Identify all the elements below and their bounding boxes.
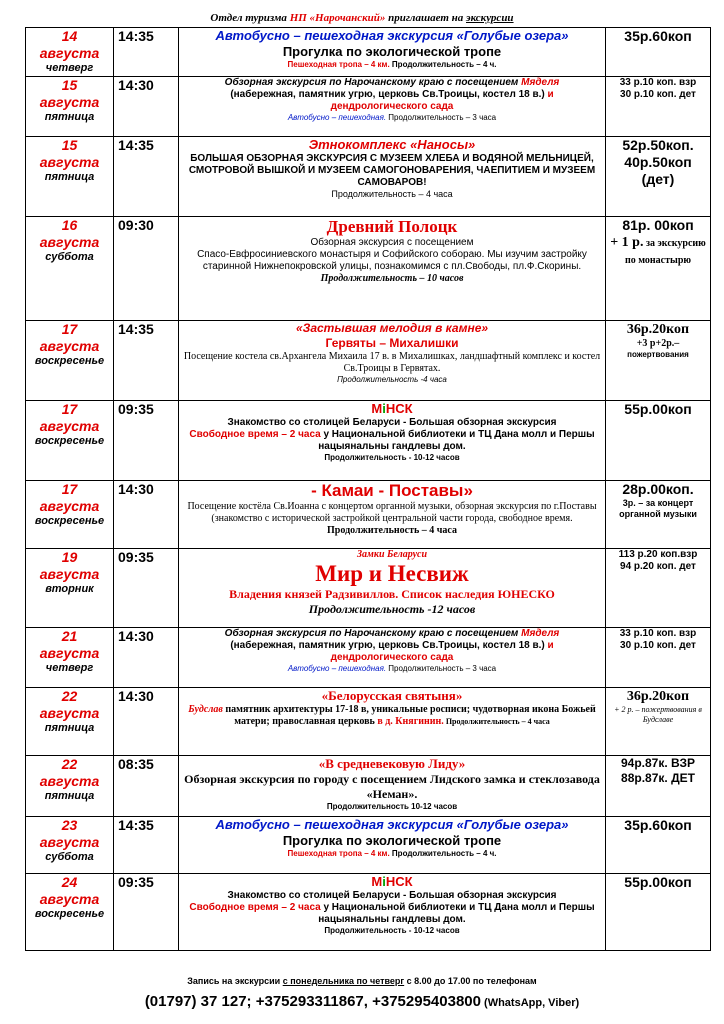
- date-cell: [26, 28, 114, 77]
- excursion-category: Замки Беларуси: [356, 549, 428, 560]
- excursion-subtitle: Прогулка по экологической тропе: [282, 833, 502, 848]
- description-cell: [179, 628, 606, 688]
- date-cell: [26, 549, 114, 628]
- excursion-text: у Национальной библиотеки и ТЦ Дана молл и Першы нацыянальны гандлевы дом.: [318, 902, 595, 925]
- weekday: пятница: [44, 171, 95, 183]
- price-adult: 28р.00коп.: [622, 481, 694, 497]
- excursion-text: БОЛЬШАЯ ОБЗОРНАЯ ЭКСКУРСИЯ С МУЗЕЕМ ХЛЕБА И ВОДЯНОЙ МЕЛЬНИЦЕЙ, СМОТРОВОЙ ВЫШКОЙ И МУЗЕЕМ САМОГОНОВАРЕНИЯ, ЧАЕПИТИЕМ И МУЗЕЕМ САМОВАРОВ!: [188, 153, 596, 188]
- time-cell: 09:35: [114, 401, 179, 481]
- excursion-title: Автобусно – пешеходная экскурсия «Голубые озера»: [215, 817, 569, 832]
- price-cell: [606, 756, 711, 817]
- excursion-title: Древний Полоцк: [326, 217, 458, 236]
- price-child: 88р.87к. ДЕТ: [621, 771, 695, 785]
- duration-note: Продолжительность – 3 часа: [386, 664, 497, 673]
- price-extra: +3 р+2р.–: [636, 338, 680, 349]
- excursion-title: [181, 874, 603, 890]
- duration-note: Продолжительность -12 часов: [308, 602, 476, 616]
- place-name: и дендрологического сада: [330, 89, 554, 112]
- price-adult: 33 р.10 коп. взр: [619, 77, 697, 88]
- price-adult: 52р.50коп.: [622, 137, 694, 153]
- date-cell: [26, 137, 114, 217]
- month: августа: [39, 705, 100, 721]
- title-part: і: [382, 874, 386, 889]
- booking-hours: с 8.00 до 17.00 по телефонам: [404, 976, 537, 986]
- header-tours: экскурсии: [466, 12, 514, 24]
- description-cell: [179, 28, 606, 77]
- weekday: четверг: [45, 62, 94, 74]
- excursion-row: [26, 321, 711, 401]
- price-cell: [606, 217, 711, 321]
- title-part: М: [371, 874, 383, 889]
- price-child-label: (дет): [641, 171, 675, 187]
- date-cell: [26, 756, 114, 817]
- time-cell: 09:35: [114, 874, 179, 951]
- price-child: 40р.50коп: [624, 154, 692, 170]
- price-cell: [606, 549, 711, 628]
- day: 17: [61, 401, 78, 417]
- price-cell: [606, 321, 711, 401]
- excursion-row: [26, 756, 711, 817]
- place-name: и дендрологического сада: [330, 640, 554, 663]
- price-child: 94 р.20 коп. дет: [620, 561, 696, 572]
- excursion-row: [26, 817, 711, 874]
- price-extra: + 1 р.: [610, 235, 644, 250]
- excursion-text: Знакомство со столицей Беларуси - Большая обзорная экскурсия: [227, 890, 557, 901]
- time-cell: 09:35: [114, 549, 179, 628]
- weekday: воскресенье: [34, 908, 105, 920]
- price-cell: [606, 481, 711, 549]
- description-cell: [179, 817, 606, 874]
- title-part: НСК: [385, 401, 413, 416]
- weekday: пятница: [44, 790, 95, 802]
- excursion-row: [26, 401, 711, 481]
- weekday: воскресенье: [34, 515, 105, 527]
- excursion-title: [181, 401, 603, 417]
- booking-note: [0, 976, 724, 986]
- phone-numbers: [0, 993, 724, 1010]
- day: 23: [61, 817, 78, 833]
- duration-note: Продолжительность – 10 часов: [320, 273, 464, 284]
- time-cell: 14:35: [114, 817, 179, 874]
- time-cell: 14:35: [114, 28, 179, 77]
- weekday: воскресенье: [34, 435, 105, 447]
- month: августа: [39, 418, 100, 434]
- free-time: Свободное время – 2 часа: [189, 902, 321, 913]
- date-cell: [26, 874, 114, 951]
- duration-note: Продолжительность – 4 ч.: [389, 849, 497, 858]
- price-cell: [606, 137, 711, 217]
- month: августа: [39, 338, 100, 354]
- month: августа: [39, 645, 100, 661]
- day: 24: [61, 874, 78, 890]
- price-extra-label: за экскурсию по монастырю: [624, 238, 706, 266]
- price-cell: [606, 77, 711, 137]
- month: августа: [39, 498, 100, 514]
- month: августа: [39, 773, 100, 789]
- excursion-text: Обзорная экскурсия по Нарочанскому краю с посещением: [224, 77, 522, 88]
- weekday: воскресенье: [34, 355, 105, 367]
- excursion-text: Обзорная экскурсия с посещением: [310, 237, 474, 248]
- type-note: Автобусно – пешеходная.: [287, 113, 387, 122]
- price-extra: + 2 р. – пожертвования в Будславе: [614, 705, 702, 724]
- date-cell: [26, 401, 114, 481]
- excursion-title: «Белорусская святыня»: [321, 688, 463, 703]
- excursion-text: Посещение костёла Св.Иоанна с концертом органной музыки, обзорная экскурсия по г.Поставы (знакомство с исторической застройкой центральной части города, свободное время.: [187, 501, 597, 524]
- price-cell: 55р.00коп: [606, 874, 711, 951]
- price-adult: 36р.20коп: [626, 322, 690, 337]
- date-cell: [26, 688, 114, 756]
- time-cell: 14:30: [114, 77, 179, 137]
- time-cell: 14:30: [114, 688, 179, 756]
- weekday: пятница: [44, 722, 95, 734]
- day: 16: [61, 217, 78, 233]
- duration-note: Продолжительность - 10-12 часов: [324, 453, 460, 462]
- place-name: Мяделя: [521, 77, 560, 88]
- excursion-text: Спасо-Евфросиниевского монастыря и Софийского собораю. Мы изучим застройку старинной Нижнепокровской улицы, познакомимся с пл.Свободы, пл.Ф.Скорины.: [197, 249, 587, 272]
- duration-note: Продолжительность – 4 часа: [327, 525, 457, 536]
- duration-note: Продолжительность – 3 часа: [386, 113, 497, 122]
- excursion-row: [26, 481, 711, 549]
- phones: (01797) 37 127; +375293311867, +375295403800: [144, 993, 481, 1010]
- duration-note: Продолжительность 10-12 часов: [326, 802, 458, 811]
- day: 21: [61, 628, 78, 644]
- excursion-subtitle: Прогулка по экологической тропе: [282, 44, 502, 59]
- header-text: Отдел туризма: [210, 12, 290, 24]
- time-cell: 14:35: [114, 321, 179, 401]
- excursion-title: «Застывшая мелодия в камне»: [295, 321, 489, 335]
- excursion-title: Этнокомплекс «Наносы»: [308, 137, 476, 152]
- month: августа: [39, 154, 100, 170]
- day: 22: [61, 756, 78, 772]
- excursion-title: Мир и Несвиж: [315, 561, 469, 586]
- price-adult: 113 р.20 коп.взр: [618, 549, 698, 560]
- price-cell: 35р.60коп: [606, 817, 711, 874]
- day: 17: [61, 321, 78, 337]
- weekday: вторник: [45, 583, 94, 595]
- weekday: суббота: [45, 251, 94, 263]
- time-cell: 08:35: [114, 756, 179, 817]
- excursion-row: [26, 549, 711, 628]
- description-cell: [179, 401, 606, 481]
- date-cell: [26, 217, 114, 321]
- description-cell: [179, 217, 606, 321]
- excursion-text: у Национальной библиотеки и ТЦ Дана молл и Першы нацыянальны гандлевы дом.: [318, 429, 595, 452]
- month: августа: [39, 45, 100, 61]
- excursion-text: (набережная, памятник угрю, церковь Св.Троицы, костел 18 в.): [230, 89, 548, 100]
- price-adult: 94р.87к. ВЗР: [620, 756, 696, 770]
- header-org: НП «Нарочанский»: [289, 12, 386, 24]
- price-extra: 3р. – за концерт органной музыки: [619, 498, 697, 519]
- time-cell: 14:30: [114, 628, 179, 688]
- excursion-title: - Камаи - Поставы»: [311, 481, 473, 500]
- excursion-row: [26, 628, 711, 688]
- excursion-subtitle: Владения князей Радзивиллов. Список наследия ЮНЕСКО: [229, 587, 555, 601]
- excursion-text: Обзорная экскурсия по Нарочанскому краю с посещением: [224, 628, 522, 639]
- type-note: Автобусно – пешеходная.: [287, 664, 387, 673]
- date-cell: [26, 817, 114, 874]
- duration-note: Продолжительность -4 часа: [337, 375, 447, 384]
- description-cell: [179, 137, 606, 217]
- excursion-text: Посещение костела св.Архангела Михаила 17 в. в Михалишках, ландшафтный комплекс и костел Св.Троицы в Гервятах.: [183, 351, 601, 374]
- date-cell: [26, 321, 114, 401]
- description-cell: [179, 874, 606, 951]
- duration-note: Продолжительность - 10-12 часов: [324, 926, 460, 935]
- price-adult: 33 р.10 коп. взр: [619, 628, 697, 639]
- excursion-text: памятник архитектуры 17-18 в, уникальные росписи; чудотворная икона Божьей матери; православная церковь: [222, 704, 596, 727]
- duration-note: Продолжительность – 4 часа: [443, 717, 550, 726]
- time-cell: 14:30: [114, 481, 179, 549]
- weekday: четверг: [45, 662, 94, 674]
- price-adult: 81р. 00коп: [622, 217, 694, 233]
- time-cell: 09:30: [114, 217, 179, 321]
- excursion-text: (набережная, памятник угрю, церковь Св.Троицы, костел 18 в.): [230, 640, 548, 651]
- duration-note: Продолжительность – 4 часа: [331, 189, 453, 199]
- description-cell: [179, 549, 606, 628]
- price-cell: 55р.00коп: [606, 401, 711, 481]
- time-cell: 14:35: [114, 137, 179, 217]
- price-cell: [606, 628, 711, 688]
- excursion-table: [25, 27, 711, 951]
- price-cell: 35р.60коп: [606, 28, 711, 77]
- day: 22: [61, 688, 78, 704]
- weekday: пятница: [44, 111, 95, 123]
- place-name: Мяделя: [521, 628, 560, 639]
- day: 15: [61, 77, 78, 93]
- description-cell: [179, 756, 606, 817]
- day: 14: [61, 28, 78, 44]
- month: августа: [39, 94, 100, 110]
- excursion-row: [26, 688, 711, 756]
- duration-note: Продолжительность – 4 ч.: [389, 60, 497, 69]
- price-cell: [606, 688, 711, 756]
- description-cell: [179, 77, 606, 137]
- excursion-subtitle: Гервяты – Михалишки: [325, 336, 459, 350]
- month: августа: [39, 566, 100, 582]
- title-part: і: [382, 401, 386, 416]
- day: 19: [61, 549, 78, 565]
- excursion-text: Знакомство со столицей Беларуси - Большая обзорная экскурсия: [227, 417, 557, 428]
- day: 15: [61, 137, 78, 153]
- place-name: Будслав: [188, 704, 223, 715]
- trail-note: Пешеходная тропа – 4 км.: [287, 849, 390, 858]
- page-header: [0, 12, 724, 24]
- booking-text: Запись на экскурсии: [187, 976, 283, 986]
- excursion-row: [26, 77, 711, 137]
- price-adult: 36р.20коп: [626, 689, 690, 704]
- description-cell: [179, 688, 606, 756]
- description-cell: [179, 481, 606, 549]
- place-name: в д. Княгинин.: [377, 716, 444, 727]
- excursion-row: [26, 217, 711, 321]
- title-part: М: [371, 401, 383, 416]
- month: августа: [39, 834, 100, 850]
- booking-days: с понедельника по четверг: [282, 976, 405, 986]
- excursion-title: Автобусно – пешеходная экскурсия «Голубые озера»: [215, 28, 569, 43]
- date-cell: [26, 77, 114, 137]
- month: августа: [39, 234, 100, 250]
- price-child: 30 р.10 коп. дет: [620, 89, 696, 100]
- trail-note: Пешеходная тропа – 4 км.: [287, 60, 390, 69]
- month: августа: [39, 891, 100, 907]
- date-cell: [26, 481, 114, 549]
- excursion-text: Обзорная экскурсия по городу с посещением Лидского замка и стеклозавода «Неман».: [184, 772, 600, 801]
- excursion-row: [26, 137, 711, 217]
- free-time: Свободное время – 2 часа: [189, 429, 321, 440]
- date-cell: [26, 628, 114, 688]
- price-child: 30 р.10 коп. дет: [620, 640, 696, 651]
- weekday: суббота: [45, 851, 94, 863]
- description-cell: [179, 321, 606, 401]
- excursion-title: «В средневековую Лиду»: [318, 756, 466, 771]
- day: 17: [61, 481, 78, 497]
- header-text-2: приглашает на: [385, 12, 467, 24]
- title-part: НСК: [385, 874, 413, 889]
- excursion-row: [26, 28, 711, 77]
- messenger-apps: (WhatsApp, Viber): [480, 997, 580, 1009]
- excursion-row: [26, 874, 711, 951]
- price-extra-label: пожертвования: [627, 350, 689, 359]
